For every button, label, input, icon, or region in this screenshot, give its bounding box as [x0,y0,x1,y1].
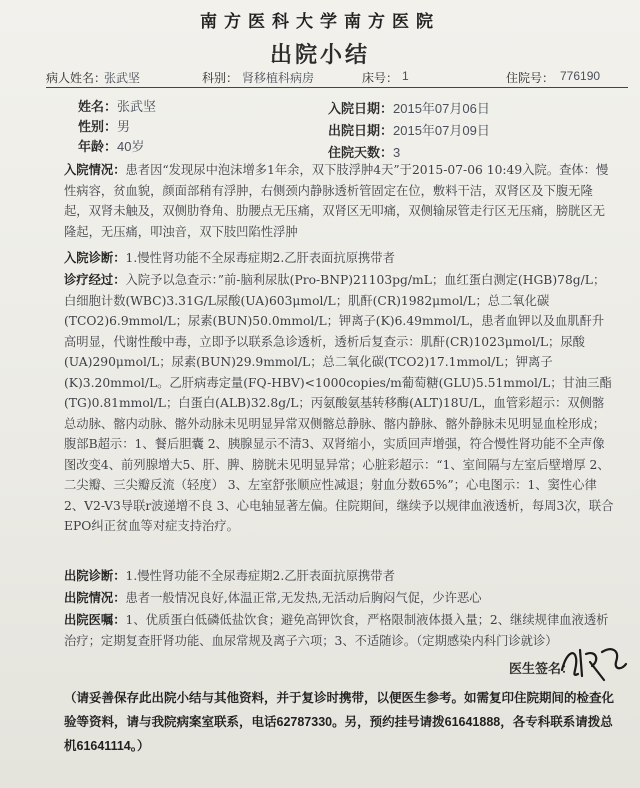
discharge-diagnosis-label: 出院诊断： [64,568,126,583]
hospital-name: 南方医科大学南方医院 [200,12,440,32]
sex-value: 男 [117,119,131,134]
stay-days-row [328,142,400,161]
discharge-orders-label: 出院医嘱： [64,612,126,627]
admission-status-label: 入院情况： [64,162,126,177]
discharge-status-text: 患者一般情况良好,体温正常,无发热,无活动后胸闷气促，少许恶心 [125,591,482,605]
discharge-date-value: 2015年07月09日 [393,123,490,138]
name-value: 张武坚 [117,99,157,114]
age-row [78,136,144,155]
admission-diagnosis-section [64,248,616,269]
discharge-status-section [64,588,616,609]
patient-name-label: 病人姓名： [46,71,107,85]
admit-date-row [328,98,490,117]
department-value: 肾移植科病房 [242,71,315,85]
admission-status-section [64,160,616,246]
inpatient-number-label: 住院号： [506,71,555,85]
doctor-signature-label: 医生签名： [509,662,575,677]
discharge-date-row [328,120,490,139]
treatment-label: 诊疗经过： [64,272,126,287]
inpatient-number-value: 776190 [560,69,601,83]
discharge-orders-text: 1、优质蛋白低磷低盐饮食；避免高钾饮食，严格限制液体摄入量；2、继续规律血液透析治疗；定期复查肝肾功能、血尿常规及离子六项；3、不适随诊。（定期感染内科门诊就诊） [64,613,609,648]
name-row [78,96,156,115]
stay-days-value: 3 [393,145,401,160]
admission-status-text: 患者因“发现尿中泡沫增多1年余，双下肢浮肿4天”于2015-07-06 10:49入院。查体：慢性病容，贫血貌，颜面部稍有浮肿，右侧颈内静脉透析管固定在位，敷料干洁，双肾区及下腹无隆起，双肾未触及，双侧肋脊角、肋腰点无压痛，双肾区无叩痛，双侧输尿管走行区无压痛，膀胱区无隆起，无压痛，叩浊音，双下肢凹陷性浮肿 [64,163,609,239]
admit-date-label: 入院日期： [328,102,394,117]
age-label: 年龄： [78,140,118,155]
discharge-status-label: 出院情况： [64,590,126,605]
name-label: 姓名： [78,100,118,115]
patient-header-row [46,67,628,88]
bed-value: 1 [402,69,409,83]
document-title: 出院小结 [269,42,370,68]
discharge-diagnosis-text: 1.慢性肾功能不全尿毒症期2.乙肝表面抗原携带者 [125,569,395,583]
age-value: 40岁 [117,139,145,154]
stay-days-label: 住院天数： [328,146,394,161]
bed-label: 床号： [362,71,399,85]
admission-diagnosis-label: 入院诊断： [64,250,126,265]
treatment-text: 入院予以急查示：”前-脑利尿肽(Pro-BNP)21103pg/mL；血红蛋白测定(HGB)78g/L；白细胞计数(WBC)3.31G/L尿酸(UA)603μmol/L；肌酐(CR)1982μmol/L；总二氧化碳(TCO2)6.9mmol/L；尿素(BUN)50.0mmol/L；钾离子(K)6.49mmol/L，患者血钾以及血肌酐升高明显，代谢性酸中毒，立即予以联系急诊透析，透析后复查示：肌酐(CR)1023μmol/L；尿酸(UA)290μmol/L；尿素(BUN)29.9mmol/L；总二氧化碳(TCO2)17.1mmol/L；钾离子(K)3.20mmol/L。乙肝病毒定量(FQ-HBV)<1000copies/m葡萄糖(GLU)5.51mmol/L；甘油三酯(TG)0.81mmol/L；白蛋白(ALB)32.8g/L；丙氨酸氨基转移酶(ALT)18U/L，血管彩超示：双侧髂总动脉、髂内动脉、髂外动脉未见明显异常双侧髂总静脉、髂内静脉、髂外静脉未见明显血栓形成；腹部B超示：1、餐后胆囊 2、胰腺显示不清3、双肾缩小，实质回声增强，符合慢性肾功能不全声像图改变4、前列腺增大5、肝、脾、膀胱未见明显异常；心脏彩超示：“1、室间隔与左室后壁增厚 2、二尖瓣、三尖瓣反流（轻度） 3、左室舒张顺应性减退；射血分数65%”；心电图示：1、窦性心律 2、V2-V3导联r波递增不良 3、心电轴显著左偏。住院期间，继续予以规律血液透析，每周3次，联合EPO纠正贫血等对症支持治疗。 [64,273,614,533]
admission-diagnosis-text: 1.慢性肾功能不全尿毒症期2.乙肝表面抗原携带者 [125,251,395,265]
patient-name-value: 张武坚 [104,71,141,85]
doctor-handwritten-signature [556,640,630,684]
admit-date-value: 2015年07月06日 [393,101,490,116]
treatment-section [64,270,616,560]
discharge-date-label: 出院日期： [328,124,394,139]
discharge-orders-section [64,610,616,654]
sex-label: 性别： [78,120,118,135]
sex-row [78,116,130,135]
footer-notice: （请妥善保存此出院小结与其他资料，并于复诊时携带，以便医生参考。如需复印住院期间的检查化验等资料，请与我院病案室联系，电话62787330。另，预约挂号请拨61641888，各专科联系请拨总机61641114。） [64,691,615,753]
discharge-diagnosis-section [64,566,616,587]
department-label: 科别： [202,71,239,85]
